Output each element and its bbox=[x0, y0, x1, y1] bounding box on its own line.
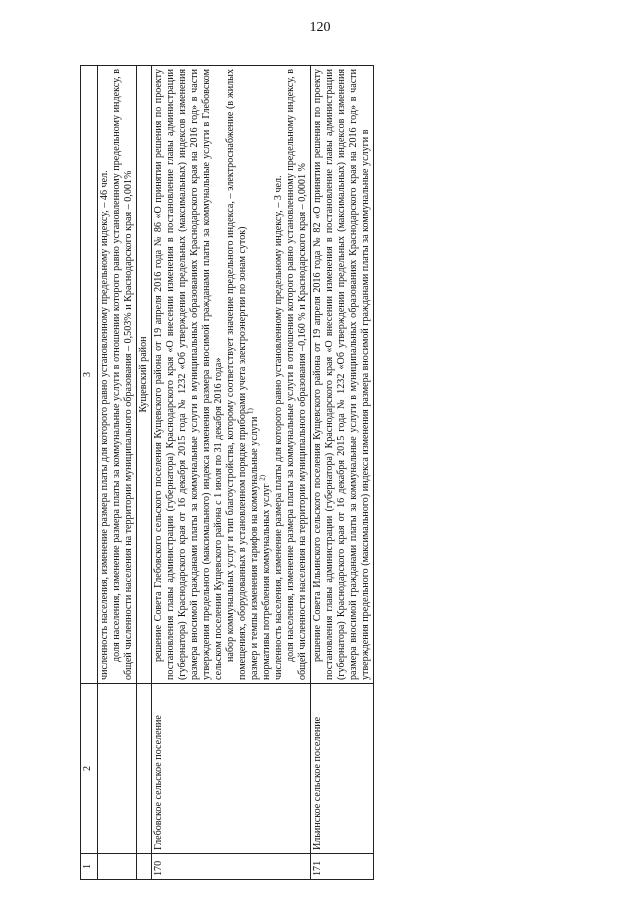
footnote-1: 1) bbox=[246, 408, 255, 415]
services-text: набор коммунальных услуг и тип благоустройства, которому соответствует значение предельного индекса, – электроснабжение (в жилых помещениях, оборудованных в установленном порядке приборами учета электроэнергии по зонам суток) bbox=[225, 69, 248, 680]
tariffs-line bbox=[246, 69, 261, 680]
share-text: доля населения, изменение размера платы за коммунальные услуги в отношении которого равно установленному предельному индексу, в общей численности населения на территории муниципального образования –0,160 % и Краснодарского края – 0,0001 % bbox=[285, 69, 308, 680]
decision-text: решение Совета Ильинского сельского поселения Кущевского района от 19 апреля 2016 года № 82 «О принятии решения по проекту постановления главы администрации (губернатора) Краснодарского края «О внесении изменения в постановление главы администрации (губернатора) Краснодарского края от 16 декабря 2015 года № 1232 «Об утверждении предельных (максимальных) индексов изменения размера вносимой гражданами платы за коммунальные услуги в муниципальных образованиях Краснодарского края на 2016 год» в части утверждения предельного (максимального) индекса изменения размера вносимой гражданами платы за коммунальные услуги в bbox=[312, 69, 371, 680]
header-col-3: 3 bbox=[81, 66, 98, 684]
decision-cell bbox=[152, 66, 311, 684]
decision-cell bbox=[311, 66, 374, 684]
region-name: Кущевский район bbox=[137, 66, 152, 684]
header-col-2: 2 bbox=[81, 684, 98, 854]
region-row bbox=[137, 66, 152, 880]
settlement-name: Ильинское сельское поселение bbox=[311, 684, 374, 854]
table-row bbox=[311, 66, 374, 880]
data-table bbox=[80, 65, 374, 880]
table-row bbox=[152, 66, 311, 880]
norms-text: нормативы потребления коммунальных услуг bbox=[261, 483, 272, 680]
settlement-name: Глебовское сельское поселение bbox=[152, 684, 311, 854]
row-number: 170 bbox=[152, 854, 311, 880]
continuation-text-1: численность населения, изменение размера платы для которого равно установленному предельному индексу, – 46 чел. bbox=[99, 170, 110, 680]
continuation-text-2: доля населения, изменение размера платы за коммунальные услуги в отношении которого равно установленному предельному индексу, в общей численности населения на территории муниципального образования – 0,503% и Краснодарского края – 0,001% bbox=[111, 69, 134, 680]
header-col-1: 1 bbox=[81, 854, 98, 880]
continuation-cell bbox=[98, 66, 137, 684]
norms-line bbox=[258, 69, 273, 680]
footnote-2: 2) bbox=[258, 474, 267, 481]
tariffs-text: размер и темпы изменения тарифов на коммунальные услуги bbox=[249, 416, 260, 680]
population-text: численность населения, изменение размера платы для которого равно установленному предельному индексу, – 3 чел. bbox=[273, 175, 284, 680]
header-row bbox=[81, 66, 98, 880]
row-number: 171 bbox=[311, 854, 374, 880]
decision-text: решение Совета Глебовского сельского поселения Кущевского района от 19 апреля 2016 года № 86 «О принятии решения по проекту постановления главы администрации (губернатора) Краснодарского края «О внесении изменения в постановление главы администрации (губернатора) Краснодарского края от 16 декабря 2015 года № 1232 «Об утверждении предельных (максимальных) индексов изменения размера вносимой гражданами платы за коммунальные услуги в муниципальных образованиях Краснодарского края на 2016 год» в части утверждения предельного (максимального) индекса изменения размера вносимой гражданами платы за коммунальные услуги в Глебовском сельском поселении Кущевского района с 1 июля по 31 декабря 2016 года» bbox=[153, 69, 224, 680]
page-number: 120 bbox=[309, 20, 331, 35]
rotated-table-wrapper bbox=[80, 65, 590, 880]
continuation-row bbox=[98, 66, 137, 880]
